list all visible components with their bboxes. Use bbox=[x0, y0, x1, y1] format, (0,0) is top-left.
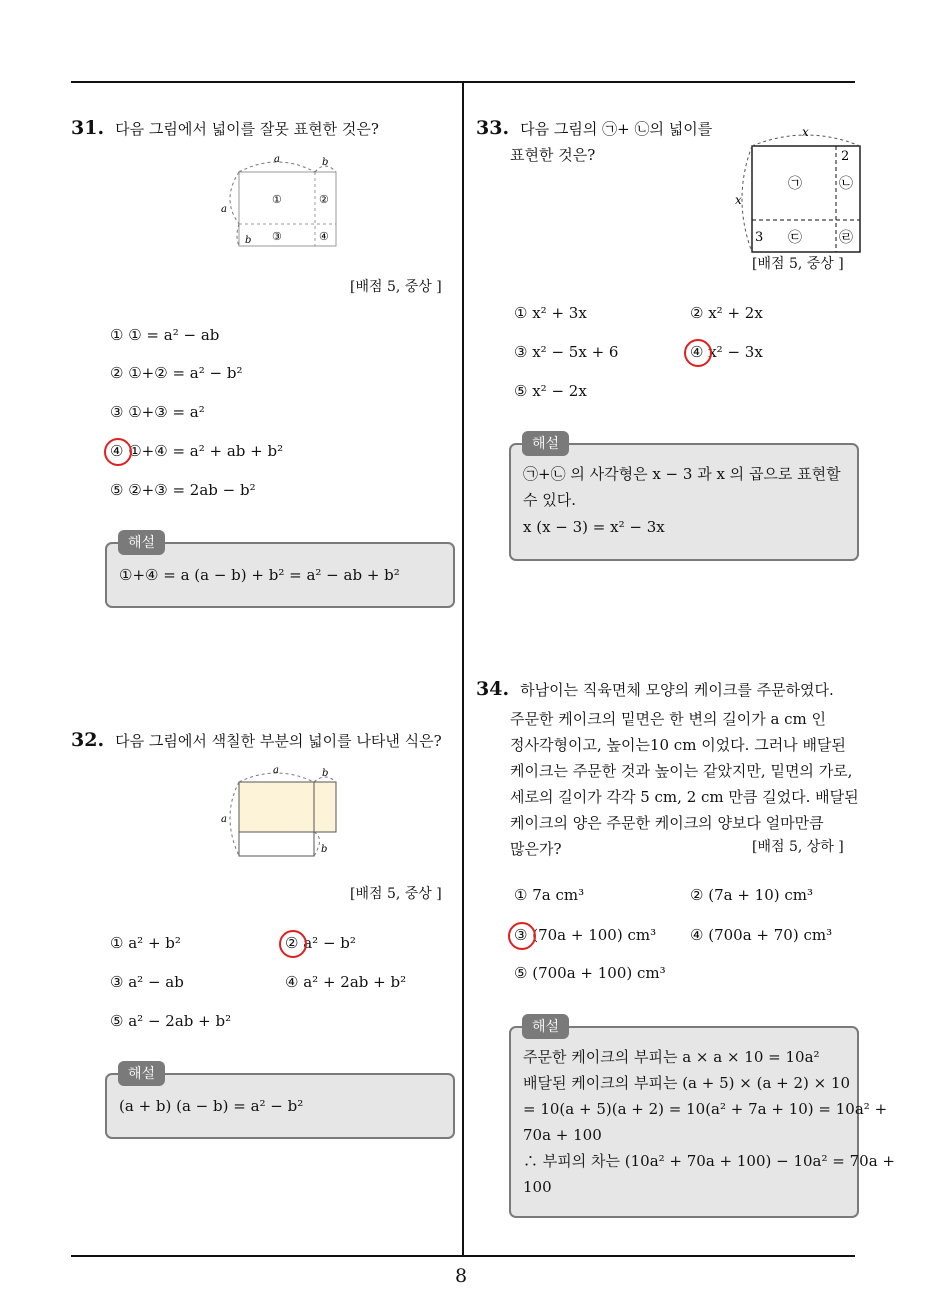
fig-region-nieun: ㉡ bbox=[839, 176, 853, 192]
solution-line: ∴ 부피의 차는 (10a² + 70a + 100) − 10a² = 70a + bbox=[523, 1152, 895, 1170]
fig-label-x-left: x bbox=[735, 193, 742, 207]
question-32-header bbox=[71, 728, 442, 754]
q31-option-4[interactable]: ④ ①+④ = a² + ab + b² bbox=[110, 442, 284, 460]
q33-option-4[interactable]: ④ x² − 3x bbox=[690, 343, 763, 361]
q33-option-2[interactable]: ② x² + 2x bbox=[690, 304, 763, 322]
bottom-rule bbox=[71, 1255, 855, 1257]
q33-option-3[interactable]: ③ x² − 5x + 6 bbox=[514, 343, 619, 361]
q32-option-3[interactable]: ③ a² − ab bbox=[110, 973, 184, 991]
fig-label-x-top: x bbox=[802, 125, 809, 139]
q32-score: [배점 5, 중상 ] bbox=[350, 886, 442, 902]
fig-region-2: ② bbox=[319, 193, 329, 206]
q34-solution-box bbox=[509, 1026, 895, 1218]
question-31-header bbox=[71, 116, 379, 142]
q34-option-3[interactable]: ③ (70a + 100) cm³ bbox=[514, 926, 657, 944]
answer-mark-circle bbox=[104, 438, 132, 466]
q32-option-2[interactable]: ② a² − b² bbox=[285, 934, 356, 952]
question-number: 31. bbox=[71, 117, 105, 139]
question-text-line-3: 정사각형이고, 높이는10 cm 이었다. 그러나 배달된 bbox=[510, 736, 846, 754]
fig-label-3: 3 bbox=[755, 230, 764, 245]
q31-option-2[interactable]: ② ①+② = a² − b² bbox=[110, 364, 243, 382]
question-34-header bbox=[476, 677, 834, 703]
question-text-line-4: 케이크는 주문한 것과 높이는 같았지만, 밑면의 가로, bbox=[510, 762, 853, 780]
fig-region-rieul: ㉣ bbox=[839, 230, 853, 246]
q32-option-4[interactable]: ④ a² + 2ab + b² bbox=[285, 973, 407, 991]
question-text-line-2: 표현한 것은? bbox=[510, 146, 596, 164]
solution-line: 주문한 케이크의 부피는 a × a × 10 = 10a² bbox=[523, 1048, 820, 1066]
answer-mark-circle bbox=[508, 922, 536, 950]
solution-line: 100 bbox=[523, 1178, 552, 1196]
fig-label-a-top: a bbox=[273, 765, 279, 776]
q34-score: [배점 5, 상하 ] bbox=[752, 839, 844, 855]
solution-line: x (x − 3) = x² − 3x bbox=[523, 518, 665, 536]
q33-solution-box bbox=[509, 443, 859, 561]
question-number: 33. bbox=[476, 117, 510, 139]
solution-line: (a + b) (a − b) = a² − b² bbox=[119, 1097, 304, 1115]
question-number: 32. bbox=[71, 729, 105, 751]
fig-label-b-right: b bbox=[321, 844, 328, 855]
q34-option-5[interactable]: ⑤ (700a + 100) cm³ bbox=[514, 964, 666, 982]
solution-line: 수 있다. bbox=[523, 491, 577, 509]
fig-label-2: 2 bbox=[841, 149, 850, 164]
question-text-line-2: 주문한 케이크의 밑면은 한 변의 길이가 a cm 인 bbox=[510, 710, 827, 728]
fig-region-4: ④ bbox=[319, 230, 329, 243]
solution-line: 배달된 케이크의 부피는 (a + 5) × (a + 2) × 10 bbox=[523, 1074, 851, 1092]
fig-label-a-left: a bbox=[221, 204, 227, 215]
q31-option-1[interactable]: ① ① = a² − ab bbox=[110, 326, 220, 344]
fig-region-1: ① bbox=[272, 193, 282, 206]
fig-region-giyeok: ㉠ bbox=[788, 176, 802, 192]
solution-line: 70a + 100 bbox=[523, 1126, 602, 1144]
question-text: 다음 그림에서 넓이를 잘못 표현한 것은? bbox=[115, 120, 379, 138]
q33-score: [배점 5, 중상 ] bbox=[752, 256, 844, 272]
q34-option-2[interactable]: ② (7a + 10) cm³ bbox=[690, 886, 814, 904]
question-text-line-1: 하남이는 직육면체 모양의 케이크를 주문하였다. bbox=[520, 681, 834, 699]
fig-label-a-left: a bbox=[221, 814, 227, 825]
q33-option-5[interactable]: ⑤ x² − 2x bbox=[514, 382, 587, 400]
q32-figure bbox=[215, 762, 345, 862]
question-text-line-7: 많은가? bbox=[510, 840, 562, 858]
answer-mark-circle bbox=[279, 930, 307, 958]
fig-region-digeut: ㉢ bbox=[788, 230, 802, 246]
answer-mark-circle bbox=[684, 339, 712, 367]
solution-line: ㉠+㉡ 의 사각형은 x − 3 과 x 의 곱으로 표현할 bbox=[523, 465, 841, 483]
question-text-line-1: 다음 그림의 ㉠+ ㉡의 넓이를 bbox=[520, 120, 713, 138]
page-number: 8 bbox=[455, 1265, 468, 1287]
question-text: 다음 그림에서 색칠한 부분의 넓이를 나타낸 식은? bbox=[115, 732, 442, 750]
q31-option-3[interactable]: ③ ①+③ = a² bbox=[110, 403, 205, 421]
solution-line: ①+④ = a (a − b) + b² = a² − ab + b² bbox=[119, 566, 400, 584]
q31-option-5[interactable]: ⑤ ②+③ = 2ab − b² bbox=[110, 481, 256, 499]
fig-label-b-top: b bbox=[322, 157, 329, 168]
q32-option-1[interactable]: ① a² + b² bbox=[110, 934, 181, 952]
solution-line: = 10(a + 5)(a + 2) = 10(a² + 7a + 10) = 10a² + bbox=[523, 1100, 888, 1118]
fig-label-b-left: b bbox=[245, 235, 252, 246]
q34-solution-tag: 해설 bbox=[522, 1014, 569, 1039]
q32-solution-tag: 해설 bbox=[118, 1061, 165, 1086]
q33-option-1[interactable]: ① x² + 3x bbox=[514, 304, 587, 322]
fig-label-b-top: b bbox=[322, 768, 329, 779]
q32-option-5[interactable]: ⑤ a² − 2ab + b² bbox=[110, 1012, 232, 1030]
q34-option-4[interactable]: ④ (700a + 70) cm³ bbox=[690, 926, 833, 944]
q33-solution-tag: 해설 bbox=[522, 431, 569, 456]
q31-score: [배점 5, 중상 ] bbox=[350, 279, 442, 295]
question-33-header bbox=[476, 116, 712, 142]
q34-option-1[interactable]: ① 7a cm³ bbox=[514, 886, 585, 904]
fig-label-a-top: a bbox=[274, 154, 280, 165]
fig-region-3: ③ bbox=[272, 230, 282, 243]
question-number: 34. bbox=[476, 678, 510, 700]
column-divider bbox=[462, 81, 464, 1256]
q33-figure bbox=[730, 124, 865, 256]
question-text-line-5: 세로의 길이가 각각 5 cm, 2 cm 만큼 길었다. 배달된 bbox=[510, 788, 859, 806]
q31-figure bbox=[215, 150, 345, 250]
q31-solution-tag: 해설 bbox=[118, 530, 165, 555]
question-text-line-6: 케이크의 양은 주문한 케이크의 양보다 얼마만큼 bbox=[510, 814, 824, 832]
